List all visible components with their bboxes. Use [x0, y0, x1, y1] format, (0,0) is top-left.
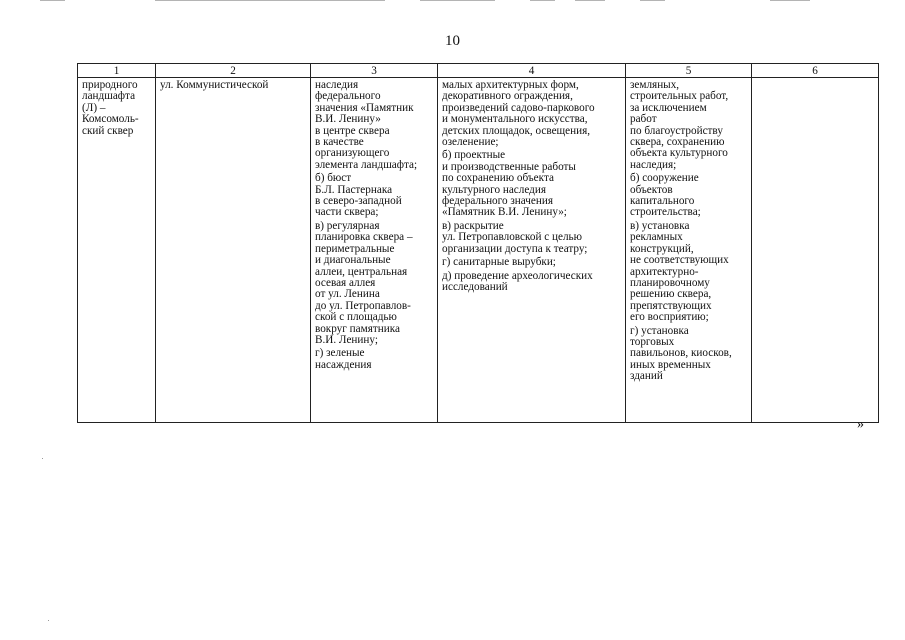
cell-line: б) бюст [315, 172, 352, 185]
cell-line: федерального значения [442, 195, 553, 208]
cell-line: в) установка [630, 219, 690, 232]
cell-line: г) зеленые [315, 347, 365, 360]
cell-address [156, 78, 311, 423]
cell-line: препятствующих [630, 299, 712, 312]
column-header: 2 [156, 64, 311, 78]
cell-line: В.И. Ленину; [315, 333, 378, 346]
cell-notes [752, 78, 879, 423]
cell-prohibited-works [626, 78, 752, 423]
cell-line: ской с площадью [315, 311, 397, 324]
column-header: 4 [438, 64, 626, 78]
cell-line: планировка сквера – [315, 231, 413, 244]
cell-permitted-works [438, 78, 626, 423]
scan-artifact [640, 0, 665, 1]
table-header-row [78, 64, 879, 78]
scan-artifact [42, 458, 43, 459]
cell-line: в северо-западной [315, 195, 402, 208]
cell-paragraph [315, 173, 434, 219]
cell-line: от ул. Ленина [315, 288, 380, 301]
cell-line: организующего [315, 147, 390, 160]
cell-line: произведений садово-паркового [442, 101, 595, 114]
cell-line: малых архитектурных форм, [442, 79, 579, 91]
cell-line: торговых [630, 335, 675, 348]
cell-line: решению сквера, [630, 288, 712, 301]
cell-paragraph [630, 173, 748, 219]
cell-line: части сквера; [315, 206, 379, 219]
scan-artifact [770, 0, 810, 1]
cell-line: периметральные [315, 242, 395, 255]
cell-line: планировочному [630, 276, 710, 289]
cell-zone-name [78, 78, 156, 423]
cell-line: и монументального искусства, [442, 113, 588, 126]
cell-line: наследия [315, 79, 359, 91]
cell-paragraph [630, 80, 748, 171]
cell-line: наследия; [630, 158, 677, 171]
cell-line: декоративного ограждения, [442, 90, 573, 103]
cell-line: г) установка [630, 324, 689, 337]
cell-line: зданий [630, 370, 663, 383]
cell-paragraph [315, 80, 434, 171]
cell-paragraph [442, 257, 622, 268]
column-header: 5 [626, 64, 752, 78]
cell-line: д) проведение археологических [442, 269, 593, 282]
cell-paragraph [442, 271, 622, 294]
cell-line: сквера, сохранению [630, 136, 725, 149]
cell-paragraph [442, 150, 622, 218]
cell-line: В.И. Ленину» [315, 113, 381, 126]
cell-line: за исключением [630, 101, 707, 114]
cell-line: не соответствующих [630, 254, 729, 267]
cell-line: г) санитарные вырубки; [442, 256, 556, 269]
cell-line: объекта культурного [630, 147, 728, 160]
cell-line: ландшафта [82, 90, 136, 103]
cell-line: озеленение; [442, 136, 499, 149]
scan-artifact [420, 0, 495, 1]
cell-line: строительных работ, [630, 90, 729, 103]
cell-line: «Памятник В.И. Ленину»; [442, 206, 567, 219]
cell-line: Б.Л. Пастернака [315, 183, 393, 196]
cell-line: значения «Памятник [315, 101, 414, 114]
table-row [78, 78, 879, 423]
cell-line: его восприятию; [630, 311, 709, 324]
cell-line: конструкций, [630, 242, 694, 255]
cell-line: аллеи, центральная [315, 265, 408, 278]
cell-line: в) раскрытие [442, 219, 504, 232]
scan-artifact [48, 620, 49, 621]
cell-line: и диагональные [315, 254, 391, 267]
cell-line: и производственные работы [442, 160, 576, 173]
scan-artifact [155, 0, 385, 1]
document-table [77, 63, 879, 423]
cell-line: объектов [630, 183, 673, 196]
page-number: 10 [445, 33, 460, 49]
cell-line: (Л) – [82, 101, 106, 114]
cell-protected-elements [311, 78, 438, 423]
scan-artifact [575, 0, 605, 1]
cell-line: иных временных [630, 358, 711, 371]
cell-line: в качестве [315, 136, 364, 149]
cell-paragraph [630, 221, 748, 324]
cell-line: строительства; [630, 206, 701, 219]
cell-line: элемента ландшафта; [315, 158, 418, 171]
cell-line: насаждения [315, 358, 372, 371]
column-header: 6 [752, 64, 879, 78]
cell-line: по благоустройству [630, 124, 723, 137]
cell-paragraph [442, 80, 622, 148]
cell-line: б) проектные [442, 149, 506, 162]
column-header: 3 [311, 64, 438, 78]
cell-line: вокруг памятника [315, 322, 400, 335]
cell-line: культурного наследия [442, 183, 546, 196]
cell-line: детских площадок, освещения, [442, 124, 591, 137]
cell-line: Комсомоль- [82, 113, 139, 126]
cell-line: капитального [630, 195, 695, 208]
cell-paragraph [630, 326, 748, 383]
cell-paragraph [315, 221, 434, 346]
cell-line: в центре сквера [315, 124, 390, 137]
cell-paragraph [315, 348, 434, 371]
cell-line: б) сооружение [630, 172, 699, 185]
cell-line: природного [82, 79, 138, 91]
cell-line: работ [630, 113, 657, 126]
cell-line: исследований [442, 280, 508, 293]
column-header: 1 [78, 64, 156, 78]
cell-line: до ул. Петропавлов- [315, 299, 411, 312]
cell-line: рекламных [630, 231, 683, 244]
cell-line: ул. Коммунистической [160, 79, 269, 91]
cell-line: по сохранению объекта [442, 172, 554, 185]
scan-artifact [40, 0, 65, 1]
cell-line: архитектурно- [630, 265, 699, 278]
cell-line: павильонов, киосков, [630, 347, 732, 360]
cell-paragraph [442, 221, 622, 255]
scan-artifact [530, 0, 555, 1]
closing-quote-mark: » [857, 417, 864, 432]
cell-line: федерального [315, 90, 381, 103]
cell-line: в) регулярная [315, 219, 380, 232]
cell-line: ул. Петропавловской с целью [442, 231, 582, 244]
cell-line: организации доступа к театру; [442, 242, 588, 255]
cell-line: земляных, [630, 79, 680, 91]
cell-line: осевая аллея [315, 276, 376, 289]
cell-line: ский сквер [82, 124, 134, 137]
